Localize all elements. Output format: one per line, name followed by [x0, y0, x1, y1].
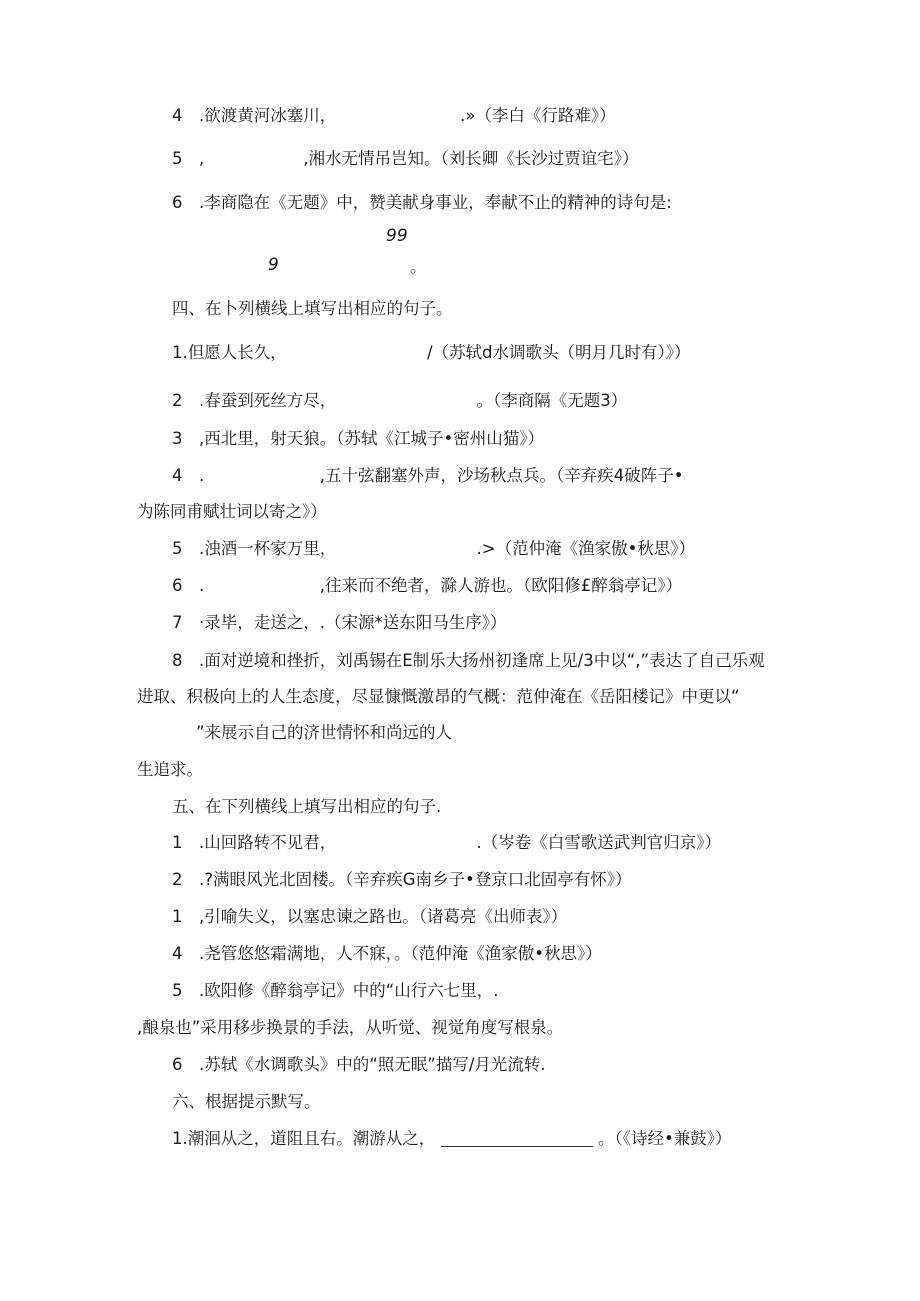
item-4-8: 8 .面对逆境和挫折，刘禹锡在E制乐大扬州初逢席上见/3中以“,”表达了自己乐观: [172, 651, 765, 670]
fill-in-blank-line: [441, 1146, 593, 1147]
item-4-3: 3 ,西北里，射天狼。（苏轼《江城子•密州山猫》）: [172, 429, 544, 448]
item-4-8-line-3: ”来展示自己的济世情怀和尚远的人: [196, 723, 453, 742]
section-6-heading: 六、根据提示默写。: [172, 1092, 321, 1111]
item-3-6-end: 。: [410, 257, 427, 276]
item-5-6: 6 .苏轼《水调歌头》中的“照无眠”描写/月光流转.: [172, 1055, 546, 1074]
item-4-4-cont: 为陈同甫赋壮词以寄之》）: [137, 502, 327, 521]
item-3-6-mark-1: 99: [386, 226, 408, 246]
item-5-3: 1 ,引喻失义，以塞忠谏之路也。（诸葛亮《出师表》）: [172, 907, 568, 926]
item-4-7: 7 ·录毕，走送之，.（宋源*送东阳马生序》）: [172, 613, 507, 632]
item-3-6-mark-2: 9: [268, 255, 279, 275]
item-4-1: 1.但愿人长久， /（苏轼d水调歌头（明月几时有）》）: [172, 343, 691, 362]
item-5-5: 5 .欧阳修《醉翁亭记》中的“山行六七里，.: [172, 981, 499, 1000]
item-6-1-source: 。（《诗经•兼鼓》）: [598, 1129, 732, 1148]
item-4-5: 5 .浊酒一杯家万里， .>（范仲淹《渔家傲•秋思》）: [172, 539, 696, 558]
section-5-heading: 五、在下列横线上填写出相应的句子.: [172, 797, 442, 816]
item-4-4: 4 . ,五十弦翻塞外声，沙场秋点兵。（辛弃疾4破阵子•: [172, 466, 684, 485]
item-3-6: 6 .李商隐在《无题》中，赞美献身事业，奉献不止的精神的诗句是:: [172, 193, 672, 212]
item-4-8-line-2: 进取、积极向上的人生态度，尽显慷慨激昂的气概：范仲淹在《岳阳楼记》中更以“: [137, 687, 740, 706]
item-6-1: 1.潮洄从之，道阻且右。潮游从之，: [172, 1129, 436, 1148]
item-4-2: 2 .春蚕到死丝方尽， 。（李商隔《无题3）: [172, 391, 628, 410]
section-4-heading: 四、在卜列横线上填写出相应的句子。: [172, 299, 453, 318]
item-3-5: 5 , ,湘水无情吊岂知。（刘长卿《长沙过贾谊宅》）: [172, 149, 639, 168]
item-5-2: 2 .?满眼风光北固楼。（辛弃疾G南乡子•登京口北固亭有怀》）: [172, 870, 632, 889]
item-3-4: 4 .欲渡黄河冰塞川， .»（李白《行路难》）: [172, 106, 616, 125]
item-4-6: 6 . ,往来而不绝者，滁人游也。（欧阳修£醉翁亭记》）: [172, 576, 682, 595]
item-5-4: 4 .尧管悠悠霜满地，人不寐，。（范仲淹《渔家傲•秋思》）: [172, 944, 602, 963]
item-5-1: 1 .山回路转不见君， .（岑卷《白雪歌送武判官归京》）: [172, 833, 721, 852]
item-4-8-line-4: 生追求。: [137, 760, 203, 779]
item-5-5-cont: ,酿泉也”采用移步换景的手法，从听觉、视觉角度写根泉。: [137, 1018, 564, 1037]
